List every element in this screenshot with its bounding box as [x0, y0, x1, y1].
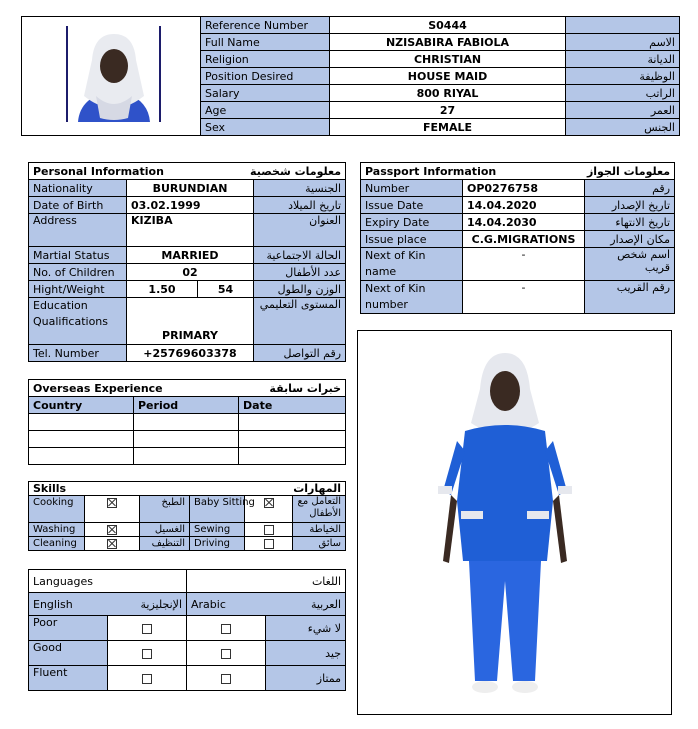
passport-title-ar: معلومات الجواز [585, 163, 675, 180]
header-value: HOUSE MAID [330, 68, 566, 85]
header-arabic: الراتب [566, 85, 680, 102]
skill-label: Washing [29, 523, 85, 537]
level-label: Good [29, 641, 108, 666]
header-value: S0444 [330, 17, 566, 34]
skill-label-ar: التعامل مع الأطفال [293, 496, 346, 523]
nationality-value: BURUNDIAN [127, 180, 254, 197]
header-row [201, 34, 680, 51]
header-row [201, 51, 680, 68]
skill-label-ar: التنظيف [140, 537, 190, 551]
children-label: No. of Children [29, 264, 127, 281]
issue-place-label: Issue place [361, 231, 463, 248]
address-label: Address [29, 214, 127, 247]
language-level-row [29, 616, 346, 641]
header-row [201, 102, 680, 119]
languages-title: Languages [29, 570, 187, 593]
skill-label: Sewing [190, 523, 245, 537]
column-country: Country [29, 397, 134, 414]
weight-value: 54 [198, 281, 254, 298]
portrait-photo [66, 26, 162, 122]
checkbox-icon [107, 539, 117, 549]
language-level-row [29, 666, 346, 691]
checkbox-icon [107, 498, 117, 508]
level-checkbox[interactable] [187, 641, 266, 666]
level-label-ar: ممتاز [266, 666, 346, 691]
issue-place-value: C.G.MIGRATIONS [463, 231, 585, 248]
skill-label: Baby Sitting [190, 496, 245, 523]
kin-number-label: Next of Kin number [361, 281, 463, 314]
passport-info-table [360, 162, 675, 314]
overseas-title-ar: خبرات سابقة [239, 380, 346, 397]
passport-number-ar: رقم [585, 180, 675, 197]
header-arabic: الديانة [566, 51, 680, 68]
marital-label: Martial Status [29, 247, 127, 264]
checkbox-icon [264, 498, 274, 508]
kin-name-label: Next of Kin name [361, 248, 463, 281]
issue-place-ar: مكان الإصدار [585, 231, 675, 248]
header-photo-frame [21, 16, 202, 136]
checkbox-icon [221, 624, 231, 634]
languages-title-ar: اللغات [187, 570, 346, 593]
nationality-label: Nationality [29, 180, 127, 197]
english-ar: الإنجليزية [108, 593, 187, 616]
checkbox-icon [264, 539, 274, 549]
dob-value: 03.02.1999 [127, 197, 254, 214]
header-arabic [566, 17, 680, 34]
tel-label: Tel. Number [29, 345, 127, 362]
personal-info-table [28, 162, 346, 362]
header-row [201, 85, 680, 102]
skill-label-ar: الغسيل [140, 523, 190, 537]
skill-label: Driving [190, 537, 245, 551]
skills-table [28, 481, 346, 551]
table-row [29, 414, 346, 431]
skill-checkbox[interactable] [245, 537, 293, 551]
nationality-ar: الجنسية [254, 180, 346, 197]
header-label: Salary [201, 85, 330, 102]
header-row [201, 17, 680, 34]
skill-row [29, 537, 346, 551]
header-arabic: العمر [566, 102, 680, 119]
expiry-date-value: 14.04.2030 [463, 214, 585, 231]
skill-label-ar: سائق [293, 537, 346, 551]
header-value: CHRISTIAN [330, 51, 566, 68]
header-row [201, 68, 680, 85]
expiry-date-label: Expiry Date [361, 214, 463, 231]
skill-label-ar: الخياطة [293, 523, 346, 537]
header-value: 800 RIYAL [330, 85, 566, 102]
children-ar: عدد الأطفال [254, 264, 346, 281]
passport-title: Passport Information [361, 163, 585, 180]
level-label: Fluent [29, 666, 108, 691]
personal-title: Personal Information [29, 163, 198, 180]
language-level-row [29, 641, 346, 666]
table-row [29, 431, 346, 448]
children-value: 02 [127, 264, 254, 281]
header-arabic: الوظيفة [566, 68, 680, 85]
skill-label-ar: الطبخ [140, 496, 190, 523]
issue-date-ar: تاريخ الإصدار [585, 197, 675, 214]
header-value: FEMALE [330, 119, 566, 136]
address-value: KIZIBA [127, 214, 254, 247]
kin-name-ar: اسم شخص قريب [585, 248, 675, 281]
header-row [201, 119, 680, 136]
level-label: Poor [29, 616, 108, 641]
skill-checkbox[interactable] [85, 523, 140, 537]
english-label: English [29, 593, 108, 616]
kin-number-ar: رقم القريب [585, 281, 675, 314]
tel-value: +25769603378 [127, 345, 254, 362]
tel-ar: رقم التواصل [254, 345, 346, 362]
checkbox-icon [142, 674, 152, 684]
dob-ar: تاريخ الميلاد [254, 197, 346, 214]
header-label: Age [201, 102, 330, 119]
dob-label: Date of Birth [29, 197, 127, 214]
marital-ar: الحالة الاجتماعية [254, 247, 346, 264]
overseas-table [28, 379, 346, 465]
full-body-photo-frame [357, 330, 672, 715]
checkbox-icon [142, 624, 152, 634]
skills-title: Skills [29, 482, 190, 496]
expiry-date-ar: تاريخ الانتهاء [585, 214, 675, 231]
column-date: Date [239, 397, 346, 414]
height-weight-label: Hight/Weight [29, 281, 127, 298]
marital-value: MARRIED [127, 247, 254, 264]
skill-checkbox[interactable] [85, 496, 140, 523]
header-arabic: الاسم [566, 34, 680, 51]
skill-label: Cooking [29, 496, 85, 523]
languages-table [28, 569, 346, 691]
kin-name-value: - [463, 248, 585, 281]
level-label-ar: لا شيء [266, 616, 346, 641]
header-label: Sex [201, 119, 330, 136]
header-label: Position Desired [201, 68, 330, 85]
kin-number-value: - [463, 281, 585, 314]
arabic-ar: العربية [266, 593, 346, 616]
checkbox-icon [221, 649, 231, 659]
skill-row [29, 496, 346, 523]
overseas-title: Overseas Experience [29, 380, 239, 397]
checkbox-icon [142, 649, 152, 659]
level-checkbox[interactable] [108, 641, 187, 666]
passport-number-value: OP0276758 [463, 180, 585, 197]
header-value: NZISABIRA FABIOLA [330, 34, 566, 51]
skill-checkbox[interactable] [85, 537, 140, 551]
checkbox-icon [107, 525, 117, 535]
header-value: 27 [330, 102, 566, 119]
education-label: Education Qualifications [29, 298, 127, 345]
personal-title-ar: معلومات شخصية [198, 163, 346, 180]
full-body-photo [435, 351, 575, 701]
skills-title-ar: المهارات [190, 482, 346, 496]
skill-checkbox[interactable] [245, 523, 293, 537]
skill-label: Cleaning [29, 537, 85, 551]
height-value: 1.50 [127, 281, 198, 298]
header-label: Full Name [201, 34, 330, 51]
education-ar: المستوى التعليمي [254, 298, 346, 345]
header-table [200, 16, 680, 136]
header-label: Religion [201, 51, 330, 68]
level-checkbox[interactable] [108, 666, 187, 691]
education-value: PRIMARY [127, 298, 254, 345]
passport-number-label: Number [361, 180, 463, 197]
arabic-label: Arabic [187, 593, 266, 616]
level-checkbox[interactable] [187, 666, 266, 691]
issue-date-value: 14.04.2020 [463, 197, 585, 214]
address-ar: العنوان [254, 214, 346, 247]
column-period: Period [134, 397, 239, 414]
issue-date-label: Issue Date [361, 197, 463, 214]
level-checkbox[interactable] [187, 616, 266, 641]
checkbox-icon [221, 674, 231, 684]
level-label-ar: جيد [266, 641, 346, 666]
height-weight-ar: الوزن والطول [254, 281, 346, 298]
checkbox-icon [264, 525, 274, 535]
table-row [29, 448, 346, 465]
level-checkbox[interactable] [108, 616, 187, 641]
skill-row [29, 523, 346, 537]
header-arabic: الجنس [566, 119, 680, 136]
header-label: Reference Number [201, 17, 330, 34]
